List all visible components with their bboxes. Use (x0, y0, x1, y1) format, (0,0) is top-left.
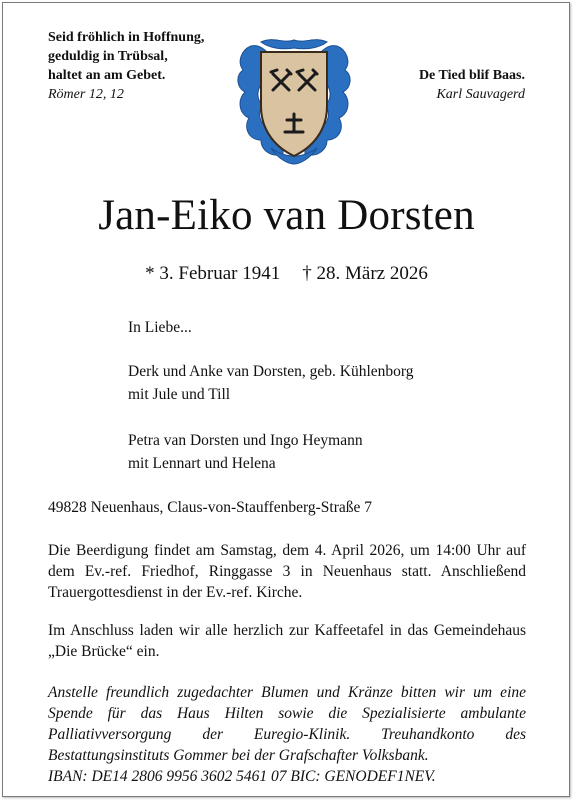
bible-verse (48, 28, 204, 104)
family-group-1-line-1: Derk und Anke van Dorsten, geb. Kühlenborg (128, 363, 414, 380)
verse-line-1: Seid fröhlich in Hoffnung, (48, 30, 205, 45)
motto (419, 66, 525, 104)
funeral-notice: Die Beerdigung findet am Samstag, dem 4. April 2026, um 14:00 Uhr auf dem Ev.-ref. Friedhof, Ringgasse 3 in Neuenhaus statt. Anschließend Trauergottesdienst in der Ev.-ref. Kirche. (48, 542, 526, 601)
verse-reference: Römer 12, 12 (48, 87, 124, 102)
motto-text: De Tied blif Baas. (418, 68, 525, 83)
family-intro: In Liebe... (128, 319, 192, 336)
family-group-2-line-2: mit Lennart und Helena (128, 455, 276, 472)
motto-author: Karl Sauvagerd (436, 87, 525, 102)
birth-date: * 3. Februar 1941 (145, 263, 281, 284)
verse-line-2: geduldig in Trübsal, (48, 49, 168, 64)
deceased-name: Jan-Eiko van Dorsten (98, 192, 475, 239)
coffee-invitation: Im Anschluss laden wir alle herzlich zur Kaffeetafel in das Gemeindehaus „Die Brücke“ ein. (48, 622, 526, 660)
death-date: † 28. März 2026 (302, 263, 428, 284)
family-group-2-line-1: Petra van Dorsten und Ingo Heymann (128, 432, 363, 449)
coat-of-arms-icon (231, 36, 357, 166)
family-group-1-line-2: mit Jule und Till (128, 386, 231, 403)
family-address: 49828 Neuenhaus, Claus-von-Stauffenberg-Straße 7 (48, 499, 372, 516)
verse-line-3: haltet an am Gebet. (48, 68, 166, 83)
bank-details: IBAN: DE14 2806 9956 3602 5461 07 BIC: GENODEF1NEV. (48, 768, 436, 785)
donation-request: Anstelle freundlich zugedachter Blumen und Kränze bitten wir um eine Spende für das Haus Hilten sowie die Spezialisierte ambulante Palliativversorgung der Euregio-Klinik. Treuhandkonto des Bestattungsinstituts Gommer bei der Grafschafter Volksbank. (48, 684, 526, 764)
life-dates (0, 262, 573, 286)
